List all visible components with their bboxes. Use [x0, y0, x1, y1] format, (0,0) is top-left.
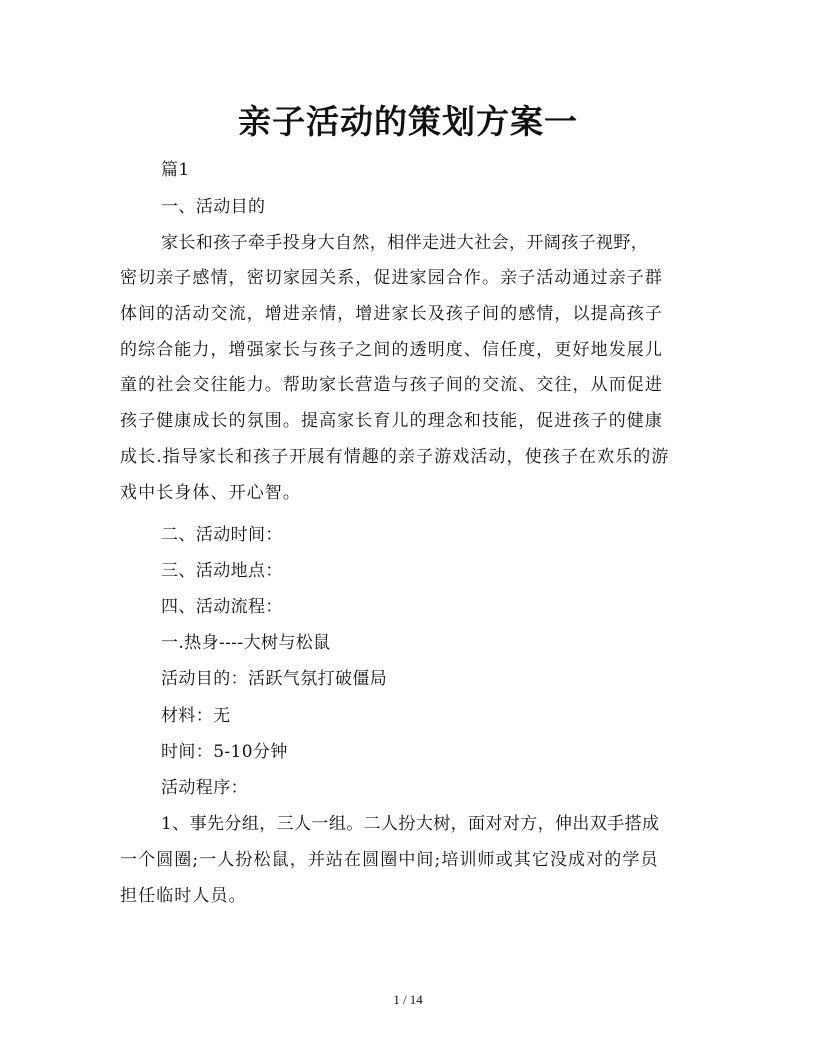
section-heading-time: 二、活动时间： — [161, 525, 283, 545]
paragraph-line: 成长.指导家长和孩子开展有情趣的亲子游戏活动，使孩子在欢乐的游 — [120, 447, 670, 467]
section-heading-process: 四、活动流程： — [161, 597, 283, 617]
activity-material: 材料：无 — [161, 706, 231, 726]
activity-procedure-heading: 活动程序： — [161, 778, 248, 798]
activity-heading: 一.热身----大树与松鼠 — [161, 633, 331, 653]
chapter-label: 篇1 — [161, 160, 190, 180]
activity-goal: 活动目的：活跃气氛打破僵局 — [161, 669, 388, 689]
procedure-line: 1、事先分组，三人一组。二人扮大树，面对对方，伸出双手搭成 — [161, 814, 660, 834]
paragraph-line: 的综合能力，增强家长与孩子之间的透明度、信任度，更好地发展儿 — [120, 340, 663, 360]
document-title: 亲子活动的策划方案一 — [238, 102, 578, 141]
paragraph-line: 童的社会交往能力。帮助家长营造与孩子间的交流、交往，从而促进 — [120, 375, 663, 395]
paragraph-line: 孩子健康成长的氛围。提高家长育儿的理念和技能，促进孩子的健康 — [120, 411, 663, 431]
section-heading-location: 三、活动地点： — [161, 561, 283, 581]
activity-time: 时间：5-10分钟 — [161, 742, 288, 762]
paragraph-line: 体间的活动交流，增进亲情，增进家长及孩子间的感情，以提高孩子 — [120, 304, 663, 324]
procedure-line: 一个圆圈;一人扮松鼠，并站在圆圈中间;培训师或其它没成对的学员 — [120, 850, 659, 870]
procedure-line: 担任临时人员。 — [120, 886, 247, 906]
page-indicator: 1 / 14 — [393, 992, 423, 1007]
paragraph-line: 家长和孩子牵手投身大自然，相伴走进大社会，开阔孩子视野， — [161, 233, 649, 253]
section-heading-purpose: 一、活动目的 — [161, 197, 266, 217]
paragraph-line: 密切亲子感情，密切家园关系，促进家园合作。亲子活动通过亲子群 — [120, 268, 663, 288]
paragraph-line: 戏中长身体、开心智。 — [120, 483, 301, 503]
